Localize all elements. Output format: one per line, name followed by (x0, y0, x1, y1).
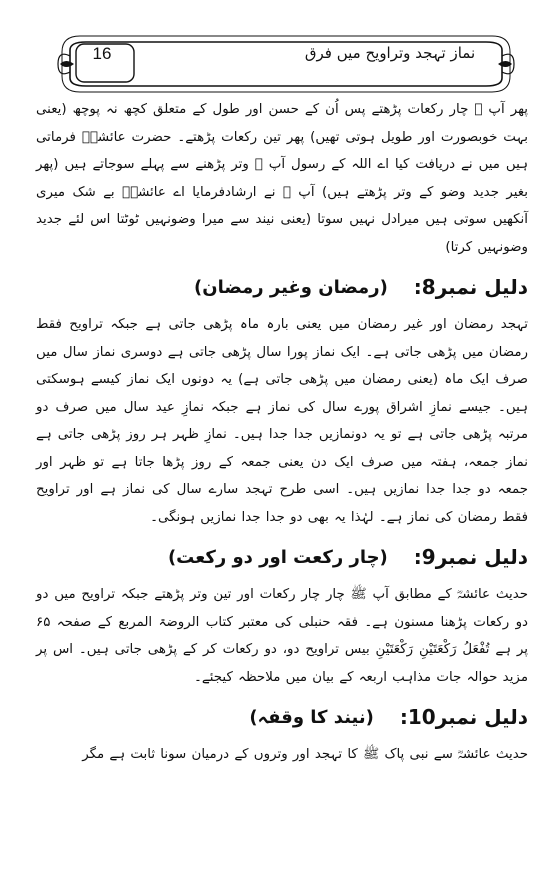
paragraph-4: حدیث عائشہؓ سے نبی پاک ﷺ کا تہجد اور وتروں کے درمیان سونا ثابت ہے مگر (82, 747, 528, 762)
page-number: 16 (92, 44, 112, 63)
heading-title: (نیند کا وقفہ) (249, 706, 374, 728)
paragraph-1: پھر آپ ﷺ چار رکعات پڑھتے پس اُن کے حسن اور طول کے متعلق کچھ نہ پوچھ (یعنی بہت خوبصورت اور طویل ہوتی تھیں) پھر تین رکعات پڑھتے۔ حضرت عائشہؓ فرماتی ہیں میں نے دریافت کیا اے اللہ کے رسول آپ ﷺ وتر پڑھنے سے پہلے سوجاتے ہیں (پھر بغیر جدید وضو کے وتر پڑھتے ہیں) آپ ﷺ نے ارشادفرمایا اے عائشہؓ بے شک میری آنکھیں سوتی ہیں میرادل نہیں سوتا (یعنی نیند سے میرا وضونہیں ٹوٹتا اس لئے جدید وضونہیں کرتا) (36, 102, 528, 255)
heading-label: دلیل نمبر9: (413, 545, 528, 569)
heading-title: (چار رکعت اور دو رکعت) (167, 546, 388, 568)
heading-daleel-10 (36, 697, 528, 737)
heading-title: (رمضان وغیر رمضان) (194, 276, 388, 298)
heading-label: دلیل نمبر8: (413, 275, 528, 299)
paragraph-2: تہجد رمضان اور غیر رمضان میں یعنی بارہ ماہ پڑھی جاتی ہے جبکہ تراویح فقط رمضان میں پڑھی جاتی ہے۔ ایک نماز پورا سال پڑھی جاتی ہے دوسری نماز سال میں صرف ایک ماہ (یعنی رمضان میں پڑھی جاتی ہے) یہ دونوں ایک نماز کیسے ہوسکتی ہیں۔ جیسے نمازِ اشراق پورے سال کی نماز ہے جبکہ نمازِ عید سال میں صرف دو مرتبہ پڑھی جاتی ہے تو یہ دونمازیں جدا جدا ہیں۔ نمازِ ظہر ہر روز پڑھی جاتی ہے نماز جمعہ، ہفتہ میں صرف ایک دن یعنی جمعہ کے روز پڑھا جاتا ہے تو ظہر اور جمعہ دو جدا جدا نمازیں ہیں۔ اسی طرح تہجد سارے سال کی نماز ہے اور تراویح فقط رمضان کی نماز ہے۔ لہٰذا یہ بھی دو جدا جدا نمازیں ہونگی۔ (36, 317, 528, 525)
heading-daleel-8 (36, 267, 528, 307)
running-title: نماز تہجد وتراویح میں فرق (304, 44, 476, 62)
page-body (36, 96, 528, 856)
heading-daleel-9 (36, 537, 528, 577)
paragraph-3: حدیث عائشہؓ کے مطابق آپ ﷺ چار چار رکعات اور تین وتر پڑھتے جبکہ تراویح میں دو دو رکعات پڑھنا مسنون ہے۔ فقہ حنبلی کی معتبر کتاب الروضۃ المربع کے صفحہ ۶۵ پر ہے تُفْعَلُ رَکْعَتَیْنِ رَکْعَتَیْنِ بیس تراویح دو، دو رکعات کر کے پڑھی جاتی ہیں۔ اس پر مزید حوالہ جات مذاہب اربعہ کے بیان میں ملاحظہ کیجئے۔ (36, 587, 528, 685)
heading-label: دلیل نمبر10: (399, 705, 528, 729)
